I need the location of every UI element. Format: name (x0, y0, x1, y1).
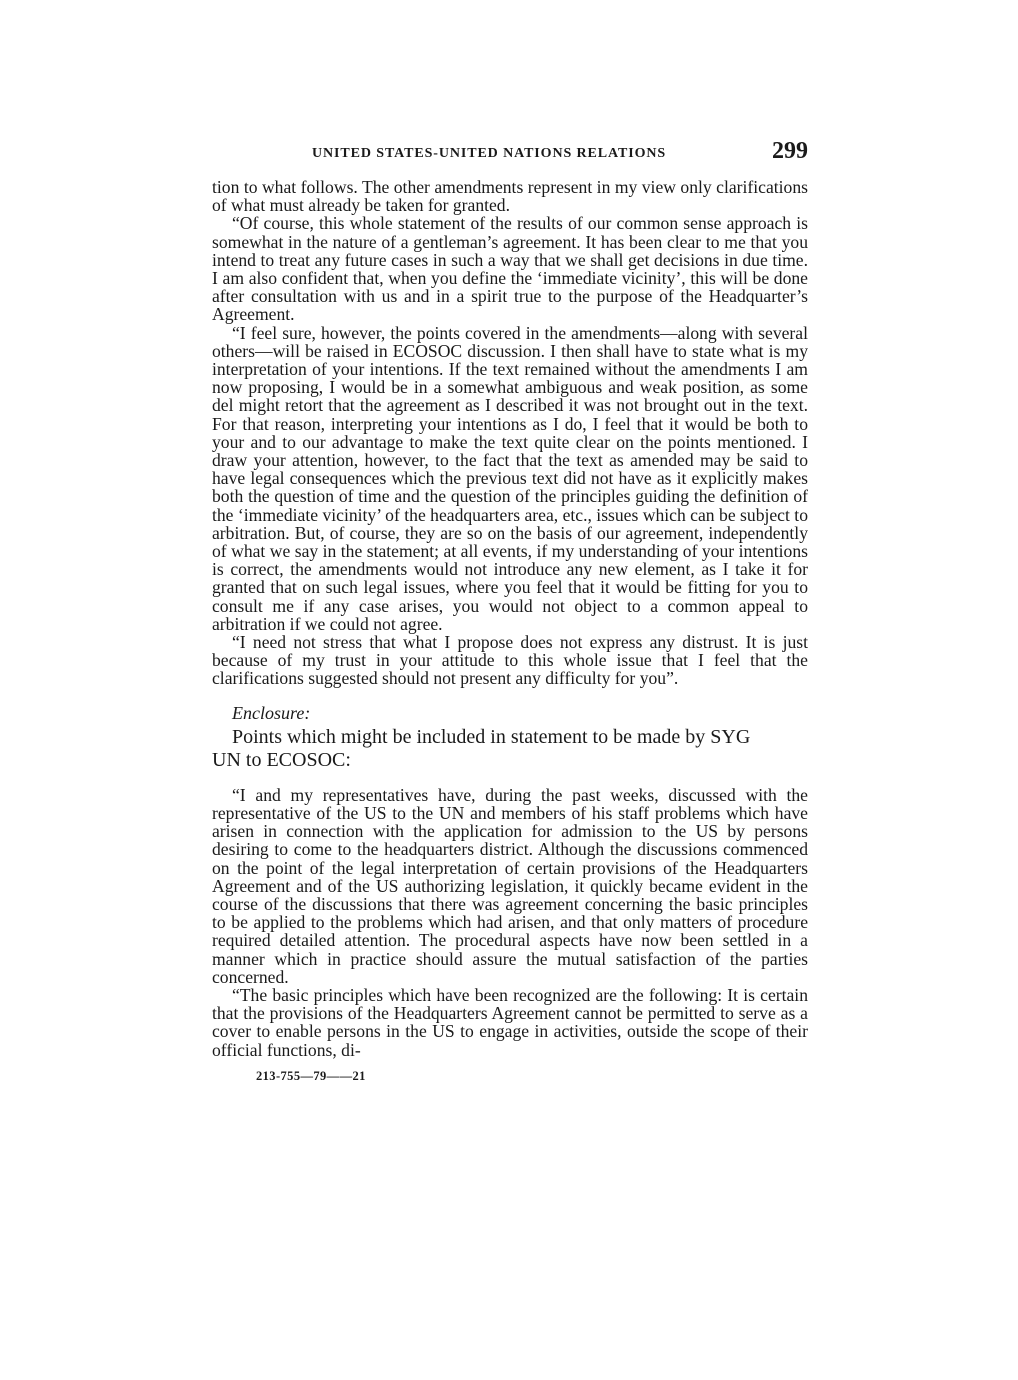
paragraph: tion to what follows. The other amendments represent in my view only clarifications of what must already be taken for granted. (212, 177, 808, 216)
paragraph: “The basic principles which have been recognized are the following: It is certain that the provisions of the Headquarters Agreement cannot be permitted to serve as a cover to enable persons in the US to engage in activities, outside the scope of their official functions, di- (212, 984, 808, 1060)
enclosure-heading-line: UN to ECOSOC: (212, 748, 351, 771)
enclosure-heading (212, 726, 808, 772)
running-header (212, 138, 808, 168)
paragraph: “I feel sure, however, the points covered in the amendments—along with several others—will be raised in ECOSOC discussion. I then shall have to state what is my interpretation of your intentions. If the text remained without the amendments I am now proposing, I would be in a somewhat ambiguous and weak position, as some del might retort that the agreement as I described it was not brought out in the text. For that reason, interpreting your intentions as I do, I feel that it would be both to your and to our advantage to make the text quite clear on the points mentioned. I draw your attention, however, to the fact that the text as amended may be said to have legal consequences which the previous text did not have as it explicitly makes both the question of time and the question of the principles guiding the definition of the ‘immediate vicinity’ of the headquarters area, etc., issues which can be subject to arbitration. But, of course, they are so on the basis of our agreement, independently of what we say in the statement; at all events, if my understanding of your intentions is correct, the amendments would not introduce any new element, as I take it for granted that on such legal issues, where you feel that it would be fitting for you to consult me if any case arises, you would not object to a common appeal to arbitration if we could not agree. (212, 322, 808, 634)
enclosure-label: Enclosure: (232, 702, 311, 723)
page-number: 299 (772, 138, 808, 164)
paragraph: “I need not stress that what I propose does not express any distrust. It is just because of my trust in your attitude to this whole issue that I feel that the clarifications suggested should not present any difficulty for you”. (212, 632, 808, 689)
enclosure-heading-line: Points which might be included in statement to be made by SYG (232, 725, 751, 748)
spacer (212, 772, 808, 786)
running-title: UNITED STATES-UNITED NATIONS RELATIONS (312, 146, 667, 161)
paragraph: “I and my representatives have, during the past weeks, discussed with the representative of the US to the UN and members of his staff problems which have arisen in connection with the application for admission to the US by persons desiring to come to the headquarters district. Although the discussions commenced on the point of the legal interpretation of certain provisions of the Headquarters Agreement and of the US authorizing legislation, it quickly became evident in the course of the discussions that there was agreement concerning the basic principles to be applied to the problems which had arisen, and that only matters of procedure required detailed attention. The procedural aspects have now been settled in a manner which in practice should assure the mutual satisfaction of the parties concerned. (212, 784, 808, 987)
letter-body (212, 178, 808, 688)
print-code: 213-755—79——21 (256, 1068, 366, 1083)
paragraph: “Of course, this whole statement of the results of our common sense approach is somewhat in the nature of a gentleman’s agreement. It has been clear to me that you intend to treat any future cases in such a way that we shall get decisions in due time. I am also confident that, when you define the ‘immediate vicinity’, this will be done after consultation with us and in a spirit true to the purpose of the Headquarter’s Agreement. (212, 213, 808, 325)
document-page (212, 138, 808, 1084)
enclosure-body (212, 786, 808, 1059)
